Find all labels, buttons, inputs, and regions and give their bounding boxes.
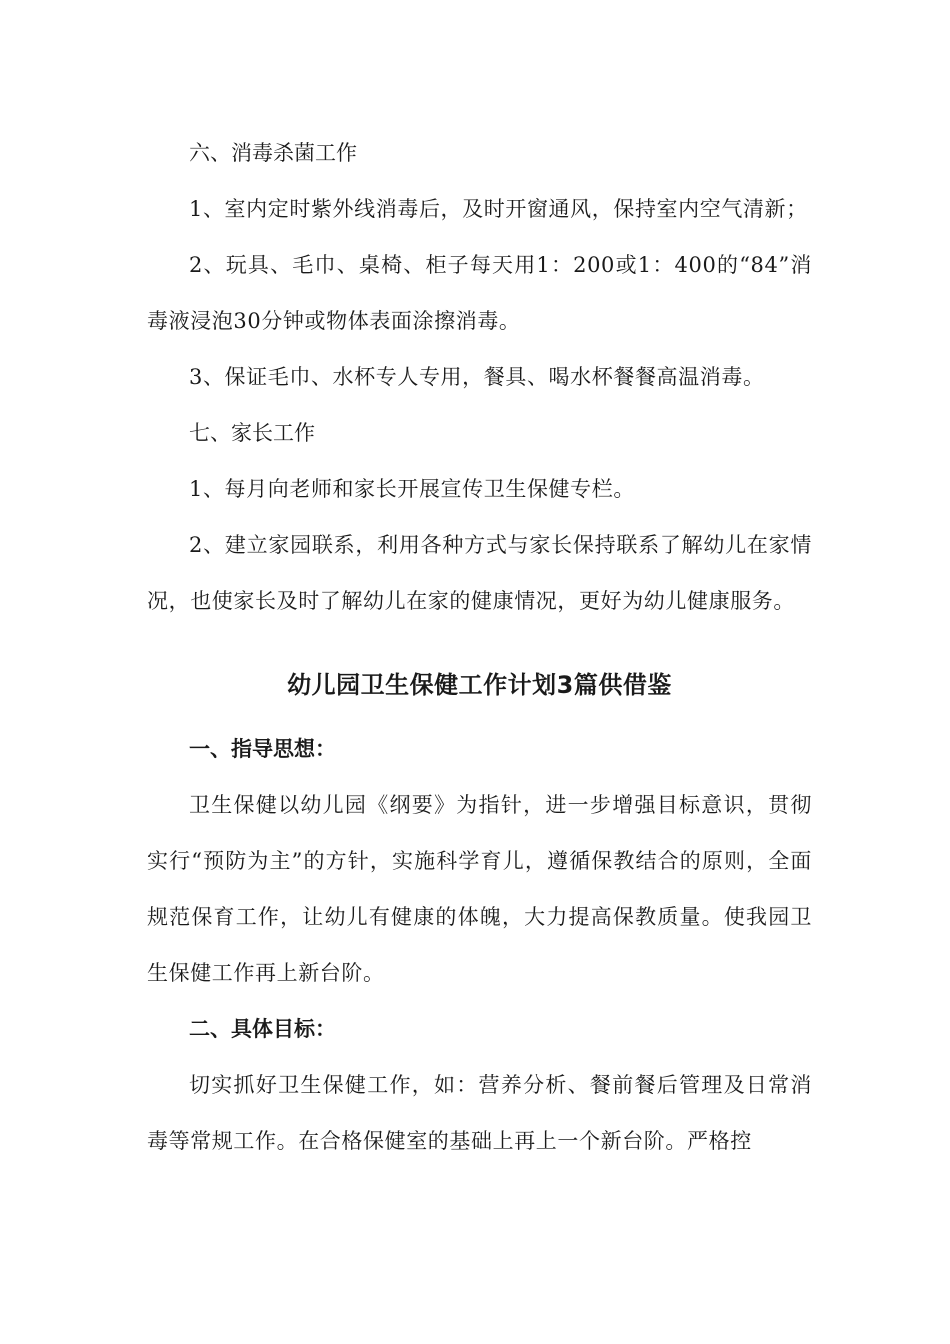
section7-item-2: 2、建立家园联系，利用各种方式与家长保持联系了解幼儿在家情况，也使家长及时了解幼儿在家的健康情况，更好为幼儿健康服务。	[147, 533, 812, 613]
section6-item-1: 1、室内定时紫外线消毒后，及时开窗通风，保持室内空气清新；	[189, 197, 808, 221]
section6-heading: 六、消毒杀菌工作	[189, 141, 357, 165]
section6-item-3: 3、保证毛巾、水杯专人专用，餐具、喝水杯餐餐高温消毒。	[189, 365, 765, 389]
section7-heading: 七、家长工作	[189, 421, 315, 445]
part1-heading: 一、指导思想：	[189, 737, 336, 761]
part1-text: 卫生保健以幼儿园《纲要》为指针，进一步增强目标意识，贯彻实行“预防为主”的方针，实施科学育儿，遵循保教结合的原则，全面规范保育工作，让幼儿有健康的体魄，大力提高保教质量。使我园卫生保健工作再上新台阶。	[147, 793, 812, 985]
section7-item-1: 1、每月向老师和家长开展宣传卫生保健专栏。	[189, 477, 635, 501]
section6-item-2: 2、玩具、毛巾、桌椅、柜子每天用1：200或1：400的“84”消毒液浸泡30分钟或物体表面涂擦消毒。	[147, 253, 812, 333]
part2-heading: 二、具体目标：	[189, 1017, 336, 1041]
document-title: 幼儿园卫生保健工作计划3篇供借鉴	[287, 671, 672, 699]
document-body	[147, 125, 812, 1169]
part2-text: 切实抓好卫生保健工作，如：营养分析、餐前餐后管理及日常消毒等常规工作。在合格保健室的基础上再上一个新台阶。严格控	[147, 1073, 812, 1153]
